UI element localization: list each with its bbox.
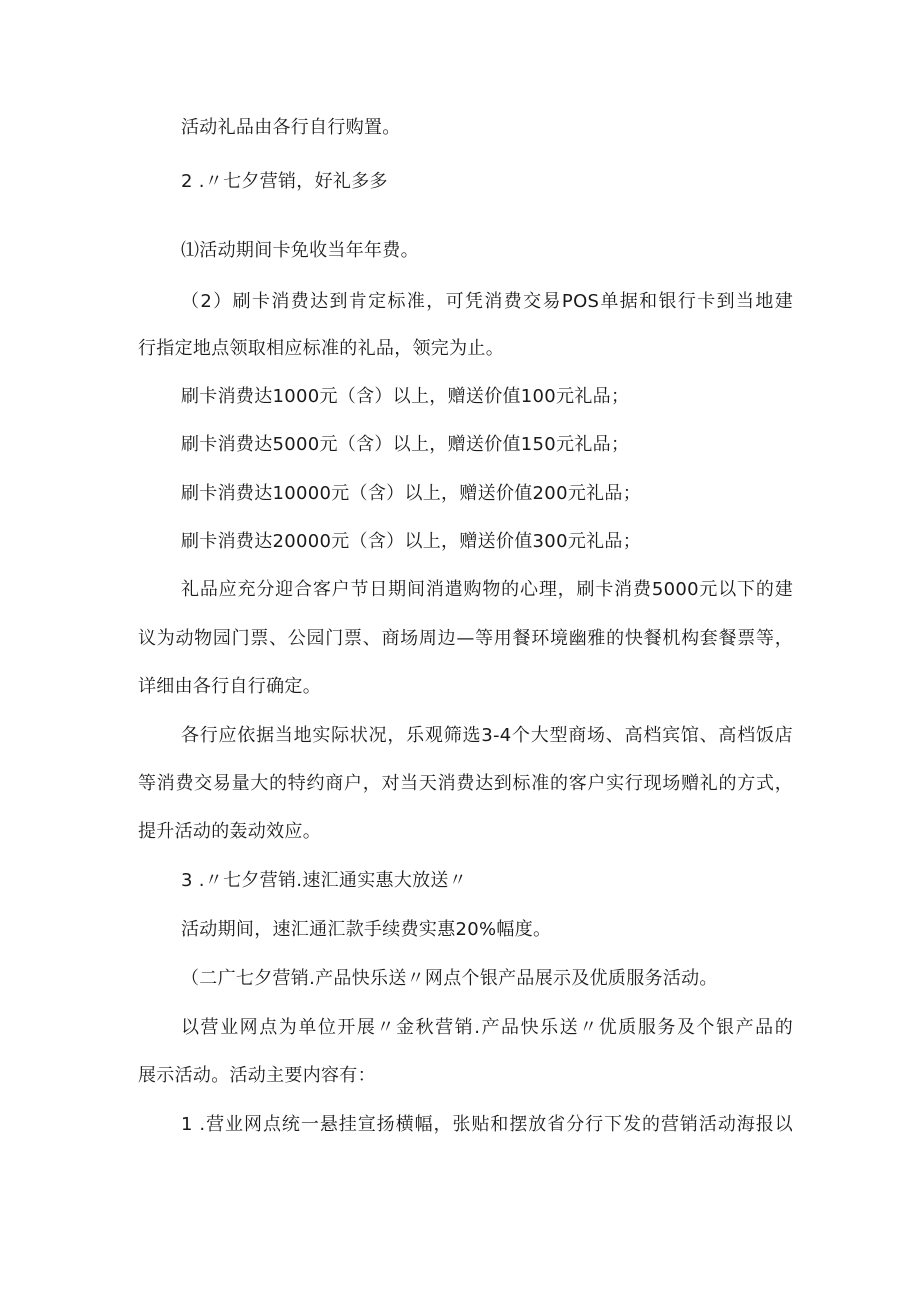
list-item: （2）刷卡消费达到肯定标准，可凭消费交易POS单据和银行卡到当地建: [181, 291, 793, 312]
paragraph-line: 行指定地点领取相应标准的礼品，领完为止。: [138, 338, 504, 359]
paragraph-line: 详细由各行自行确定。: [138, 676, 321, 697]
paragraph-line: 提升活动的轰动效应。: [138, 821, 321, 842]
list-item: 刷卡消费达10000元（含）以上，赠送价值200元礼品；: [181, 483, 642, 504]
paragraph-line: 议为动物园门票、公园门票、商场周边—等用餐环境幽雅的快餐机构套餐票等，: [138, 628, 793, 649]
list-item: 刷卡消费达1000元（含）以上，赠送价值100元礼品；: [181, 386, 630, 407]
paragraph-line: 礼品应充分迎合客户节日期间消遣购物的心理，刷卡消费5000元以下的建: [181, 579, 793, 600]
list-item: 刷卡消费达5000元（含）以上，赠送价值150元礼品；: [181, 434, 630, 455]
list-item: ⑴活动期间卡免收当年年费。: [181, 240, 419, 261]
section-heading: 2 .〃七夕营销，好礼多多: [181, 171, 388, 192]
paragraph-line: 等消费交易量大的特约商户，对当天消费达到标准的客户实行现场赠礼的方式，: [138, 773, 793, 794]
list-item: 刷卡消费达20000元（含）以上，赠送价值300元礼品；: [181, 531, 642, 552]
section-heading: 3 .〃七夕营销.速汇通实惠大放送〃: [181, 870, 468, 891]
section-heading: （二广七夕营销.产品快乐送〃网点个银产品展示及优质服务活动。: [181, 968, 718, 989]
paragraph-line: 活动期间，速汇通汇款手续费实惠20%幅度。: [181, 919, 552, 940]
paragraph-line: 活动礼品由各行自行购置。: [181, 117, 401, 138]
paragraph-line: 各行应依据当地实际状况，乐观筛选3-4个大型商场、高档宾馆、高档饭店: [181, 725, 793, 746]
paragraph-line: 展示活动。活动主要内容有：: [138, 1065, 376, 1086]
list-item: 1 .营业网点统一悬挂宣扬横幅，张贴和摆放省分行下发的营销活动海报以: [181, 1114, 793, 1135]
paragraph-line: 以营业网点为单位开展〃金秋营销.产品快乐送〃优质服务及个银产品的: [181, 1017, 793, 1038]
